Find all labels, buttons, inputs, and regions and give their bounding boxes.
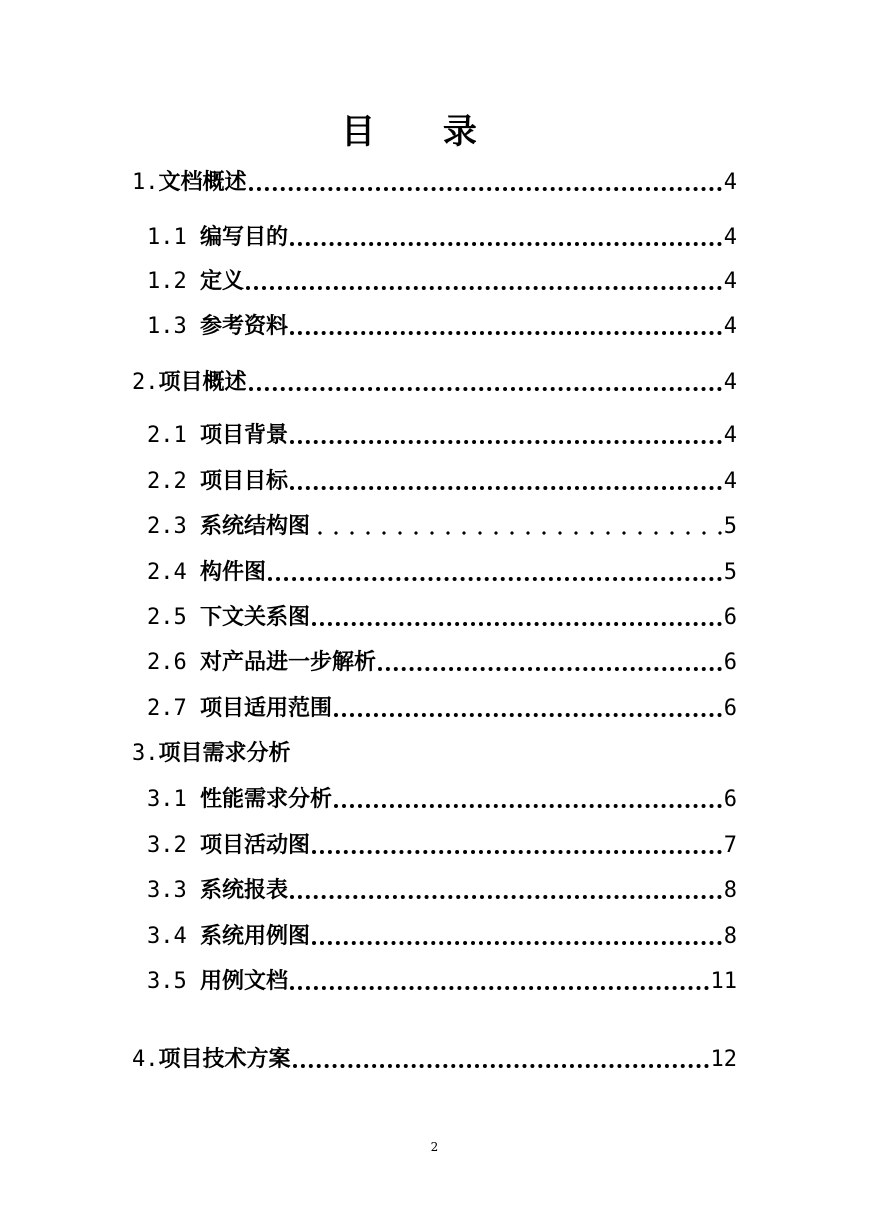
- toc-entry-number: 2.1: [147, 423, 200, 448]
- toc-entry-title: 参考资料: [199, 314, 288, 339]
- toc-entry-title: 文档概述: [158, 170, 247, 195]
- toc-entry-title: 下文关系图: [199, 605, 310, 630]
- toc-entry-page: 5: [723, 514, 737, 539]
- toc-entry-number: 4.: [132, 1047, 159, 1072]
- toc-entry-page: 5: [723, 560, 737, 585]
- page-number: 2: [430, 1140, 439, 1154]
- toc-entry[interactable]: [132, 366, 737, 400]
- toc-entry-title: 构件图: [199, 560, 266, 585]
- toc-entry-page: 4: [723, 269, 737, 294]
- toc-entry-number: 3.4: [147, 924, 200, 949]
- toc-entry[interactable]: [147, 920, 737, 954]
- toc-entry-number: 3.1: [147, 787, 200, 812]
- toc-entry-page: 6: [723, 650, 737, 675]
- toc-entry-title: 系统结构图: [199, 514, 310, 539]
- toc-entry-number: 2.4: [147, 560, 200, 585]
- toc-entry[interactable]: [147, 419, 737, 453]
- toc-entry-page: 4: [723, 423, 737, 448]
- toc-entry-number: 2.3: [147, 514, 200, 539]
- dot-leader: [312, 531, 722, 535]
- dot-leader: [290, 895, 722, 899]
- toc-entry-number: 1.2: [147, 269, 200, 294]
- toc-entry-page: 4: [723, 370, 737, 395]
- toc-entry-title: 性能需求分析: [199, 787, 332, 812]
- toc-entry-title: 编写目的: [199, 225, 288, 250]
- toc-entry-title: 项目活动图: [199, 833, 310, 858]
- toc-entry-title: 用例文档: [199, 969, 288, 994]
- dot-leader: [290, 440, 722, 444]
- toc-entry[interactable]: [132, 737, 737, 771]
- toc-entry-page: 4: [723, 225, 737, 250]
- dot-leader: [290, 486, 722, 490]
- toc-entry-title: 系统报表: [199, 878, 288, 903]
- toc-entry-page: 8: [723, 924, 737, 949]
- toc-entry-title: 项目需求分析: [158, 741, 291, 766]
- dot-leader: [268, 577, 722, 581]
- toc-entry-number: 1.1: [147, 225, 200, 250]
- toc-entry[interactable]: [147, 601, 737, 635]
- toc-entry-number: 3.3: [147, 878, 200, 903]
- toc-entry-page: 4: [723, 469, 737, 494]
- toc-entry-number: 2.2: [147, 469, 200, 494]
- toc-entry[interactable]: [147, 510, 737, 544]
- dot-leader: [312, 850, 722, 854]
- dot-leader: [334, 804, 722, 808]
- dot-leader: [312, 941, 722, 945]
- toc-entry-number: 2.6: [147, 650, 200, 675]
- toc-entry[interactable]: [147, 965, 737, 999]
- toc-entry-page: 6: [723, 787, 737, 812]
- toc-entry-number: 3.5: [147, 969, 200, 994]
- dot-leader: [290, 986, 709, 990]
- toc-entry-number: 1.3: [147, 314, 200, 339]
- toc-entry-number: 1.: [132, 170, 159, 195]
- toc-entry-page: 4: [723, 314, 737, 339]
- toc-entry-number: 2.: [132, 370, 159, 395]
- dot-leader: [246, 286, 722, 290]
- toc-entry-page: 6: [723, 605, 737, 630]
- toc-entry-page: 8: [723, 878, 737, 903]
- dot-leader: [378, 667, 722, 671]
- dot-leader: [293, 1064, 709, 1068]
- dot-leader: [249, 187, 722, 191]
- toc-entry-page: 11: [710, 969, 737, 994]
- toc-entry-number: 2.5: [147, 605, 200, 630]
- toc-entry-page: 6: [723, 696, 737, 721]
- toc-entry-title: 项目背景: [199, 423, 288, 448]
- toc-entry[interactable]: [147, 265, 737, 299]
- toc-entry[interactable]: [147, 874, 737, 908]
- toc-entry[interactable]: [132, 166, 737, 200]
- dot-leader: [312, 622, 722, 626]
- toc-entry[interactable]: [147, 783, 737, 817]
- toc-entry-page: 12: [710, 1047, 737, 1072]
- toc-entry[interactable]: [147, 221, 737, 255]
- toc-entry-number: 3.2: [147, 833, 200, 858]
- toc-entry-title: 对产品进一步解析: [199, 650, 376, 675]
- toc-entry-title: 项目适用范围: [199, 696, 332, 721]
- toc-entry-page: 7: [723, 833, 737, 858]
- toc-entry[interactable]: [147, 646, 737, 680]
- toc-entry-title: 定义: [199, 269, 244, 294]
- toc-entry-number: 2.7: [147, 696, 200, 721]
- toc-entry-title: 项目概述: [158, 370, 247, 395]
- toc-entry[interactable]: [147, 829, 737, 863]
- toc-entry[interactable]: [132, 1043, 737, 1077]
- toc-entry-title: 项目技术方案: [158, 1047, 291, 1072]
- toc-entry[interactable]: [147, 310, 737, 344]
- dot-leader: [249, 387, 722, 391]
- dot-leader: [290, 331, 722, 335]
- toc-entry[interactable]: [147, 556, 737, 590]
- dot-leader: [290, 242, 722, 246]
- dot-leader: [334, 713, 722, 717]
- toc-entry-title: 系统用例图: [199, 924, 310, 949]
- toc-entry-title: 项目目标: [199, 469, 288, 494]
- toc-entry-page: 4: [723, 170, 737, 195]
- toc-entry[interactable]: [147, 692, 737, 726]
- toc-entry-number: 3.: [132, 741, 159, 766]
- toc-entry[interactable]: [147, 465, 737, 499]
- toc-title: 目 录: [341, 112, 505, 152]
